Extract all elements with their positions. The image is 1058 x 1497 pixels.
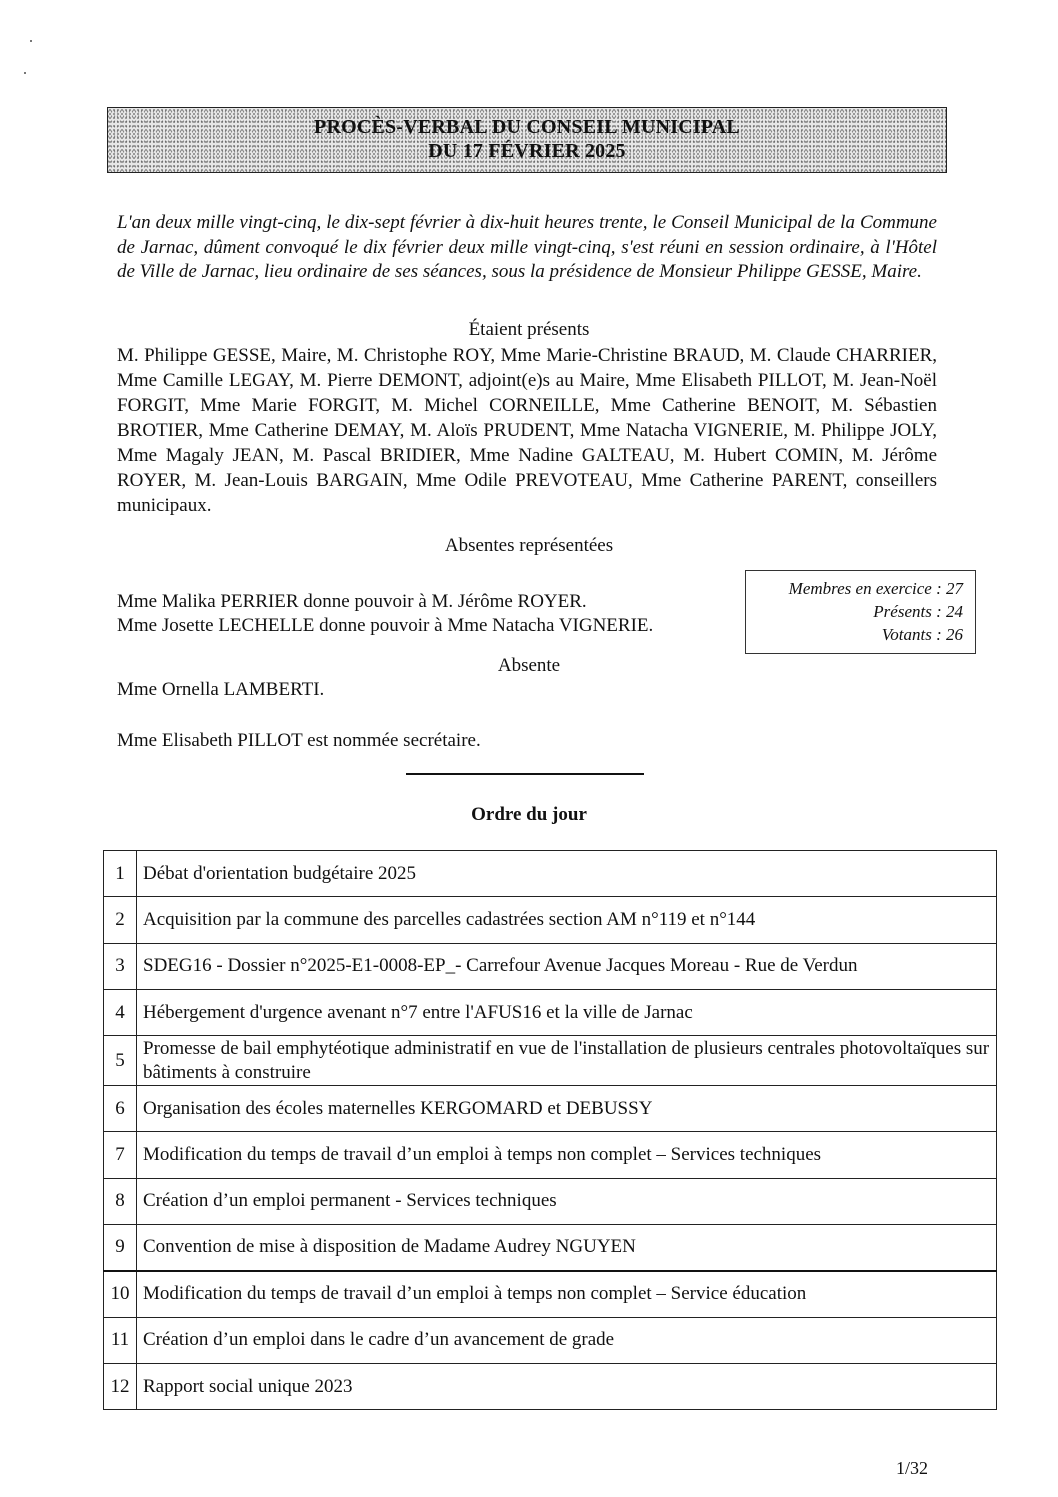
agenda-row [104, 1317, 997, 1363]
agenda-item-text: Rapport social unique 2023 [137, 1363, 997, 1409]
agenda-item-number: 3 [104, 943, 137, 989]
agenda-item-text: Convention de mise à disposition de Madame Audrey NGUYEN [137, 1225, 997, 1271]
agenda-row [104, 1178, 997, 1224]
agenda-item-number: 2 [104, 897, 137, 943]
agenda-item-text: Organisation des écoles maternelles KERGOMARD et DEBUSSY [137, 1086, 997, 1132]
agenda-row [104, 851, 997, 897]
agenda-item-number: 12 [104, 1363, 137, 1409]
agenda-table [103, 850, 997, 1410]
absent-name: Mme Ornella LAMBERTI. [117, 679, 325, 700]
agenda-item-text: Débat d'orientation budgétaire 2025 [137, 851, 997, 897]
agenda-row [104, 1132, 997, 1178]
document-title: PROCÈS-VERBAL DU CONSEIL MUNICIPAL [314, 116, 740, 138]
agenda-item-number: 10 [104, 1271, 137, 1317]
agenda-item-text: Acquisition par la commune des parcelles cadastrées section AM n°119 et n°144 [137, 897, 997, 943]
secretary-line: Mme Elisabeth PILLOT est nommée secrétaire. [117, 730, 481, 751]
proxy-line-1: Mme Malika PERRIER donne pouvoir à M. Jérôme ROYER. [117, 591, 587, 612]
proxy-line-2: Mme Josette LECHELLE donne pouvoir à Mme Natacha VIGNERIE. [117, 615, 654, 636]
present-heading: Étaient présents [468, 319, 590, 340]
agenda-item-number: 9 [104, 1225, 137, 1271]
voters-count: Votants : 26 [881, 625, 963, 644]
agenda-item-text: Hébergement d'urgence avenant n°7 entre l'AFUS16 et la ville de Jarnac [137, 989, 997, 1035]
agenda-item-number: 1 [104, 851, 137, 897]
agenda-item-text: Création d’un emploi dans le cadre d’un avancement de grade [137, 1317, 997, 1363]
agenda-item-text: Modification du temps de travail d’un emploi à temps non complet – Service éducation [137, 1271, 997, 1317]
agenda-item-number: 8 [104, 1178, 137, 1224]
document-date: DU 17 FÉVRIER 2025 [428, 140, 626, 162]
section-divider [406, 773, 644, 775]
agenda-row [104, 1086, 997, 1132]
agenda-row [104, 1271, 997, 1317]
page-number: 1/32 [896, 1458, 929, 1478]
agenda-item-number: 7 [104, 1132, 137, 1178]
agenda-item-text: Promesse de bail emphytéotique administratif en vue de l'installation de plusieurs centrales photovoltaïques sur bâtiments à construire [137, 1036, 997, 1086]
present-list: M. Philippe GESSE, Maire, M. Christophe ROY, Mme Marie-Christine BRAUD, M. Claude CHARRIER, Mme Camille LEGAY, M. Pierre DEMONT, adjoint(e)s au Maire, Mme Elisabeth PILLOT, M. Jean-Noël FORGIT, Mme Marie FORGIT, M. Michel CORNEILLE, Mme Catherine BENOIT, M. Sébastien BROTIER, Mme Catherine DEMAY, M. Aloïs PRUDENT, Mme Natacha VIGNERIE, M. Philippe JOLY, Mme Magaly JEAN, M. Pascal BRIDIER, Mme Nadine GALTEAU, M. Hubert COMIN, M. Jérôme ROYER, M. Jean-Louis BARGAIN, Mme Odile PREVOTEAU, Mme Catherine PARENT, conseillers municipaux. [117, 345, 937, 516]
scan-artifact [30, 40, 32, 42]
agenda-row [104, 989, 997, 1035]
agenda-row [104, 1363, 997, 1409]
agenda-item-number: 5 [104, 1036, 137, 1086]
attendance-stats-box [745, 570, 976, 654]
agenda-row [104, 943, 997, 989]
agenda-item-number: 6 [104, 1086, 137, 1132]
agenda-row [104, 1225, 997, 1271]
agenda-title: Ordre du jour [471, 804, 587, 825]
agenda-item-text: Modification du temps de travail d’un emploi à temps non complet – Services techniques [137, 1132, 997, 1178]
absent-heading: Absente [497, 655, 561, 676]
scan-artifact [24, 72, 26, 74]
agenda-item-number: 4 [104, 989, 137, 1035]
document-title-box [107, 107, 947, 173]
present-count: Présents : 24 [873, 602, 963, 621]
agenda-row [104, 1036, 997, 1086]
members-count: Membres en exercice : 27 [788, 579, 963, 598]
agenda-row [104, 897, 997, 943]
agenda-item-number: 11 [104, 1317, 137, 1363]
represented-heading: Absentes représentées [444, 535, 614, 556]
agenda-item-text: SDEG16 - Dossier n°2025-E1-0008-EP_- Carrefour Avenue Jacques Moreau - Rue de Verdun [137, 943, 997, 989]
agenda-item-text: Création d’un emploi permanent - Services techniques [137, 1178, 997, 1224]
intro-paragraph: L'an deux mille vingt-cinq, le dix-sept février à dix-huit heures trente, le Conseil Municipal de la Commune de Jarnac, dûment convoqué le dix février deux mille vingt-cinq, s'est réuni en session ordinaire, à l'Hôtel de Ville de Jarnac, lieu ordinaire de ses séances, sous la présidence de Monsieur Philippe GESSE, Maire. [117, 212, 937, 282]
